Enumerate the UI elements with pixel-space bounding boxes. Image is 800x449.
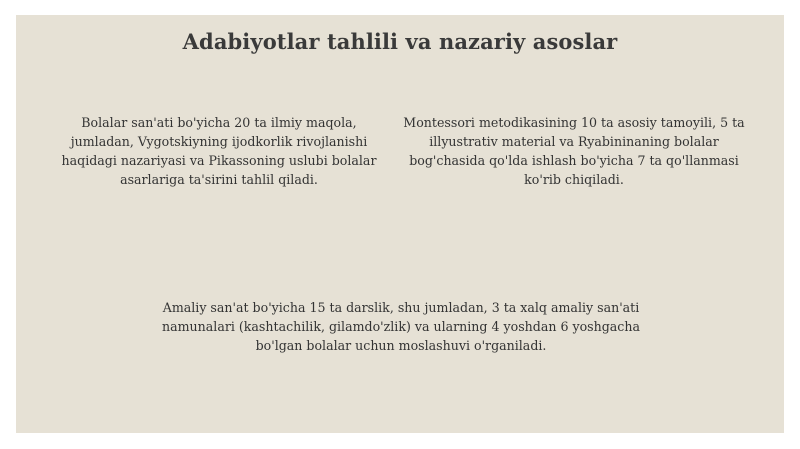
slide: [16, 15, 784, 433]
slide-title: Adabiyotlar tahlili va nazariy asoslar: [182, 29, 618, 54]
text-block-montessori: Montessori metodikasining 10 ta asosiy tamoyili, 5 ta illyustrativ material va Ryabininaning bolalar bog'chasida qo'lda ishlash bo'yicha 7 ta qo'llanmasi ko'rib chiqiladi.: [403, 115, 745, 187]
text-block-applied-art: Amaliy san'at bo'yicha 15 ta darslik, shu jumladan, 3 ta xalq amaliy san'ati namunalari (kashtachilik, gilamdo'zlik) va ularning 4 yoshdan 6 yoshgacha bo'lgan bolalar uchun moslashuvi o'rganiladi.: [162, 300, 640, 353]
text-block-articles: Bolalar san'ati bo'yicha 20 ta ilmiy maqola, jumladan, Vygotskiyning ijodkorlik rivojlanishi haqidagi nazariyasi va Pikassoning uslubi bolalar asarlariga ta'sirini tahlil qiladi.: [61, 115, 377, 187]
